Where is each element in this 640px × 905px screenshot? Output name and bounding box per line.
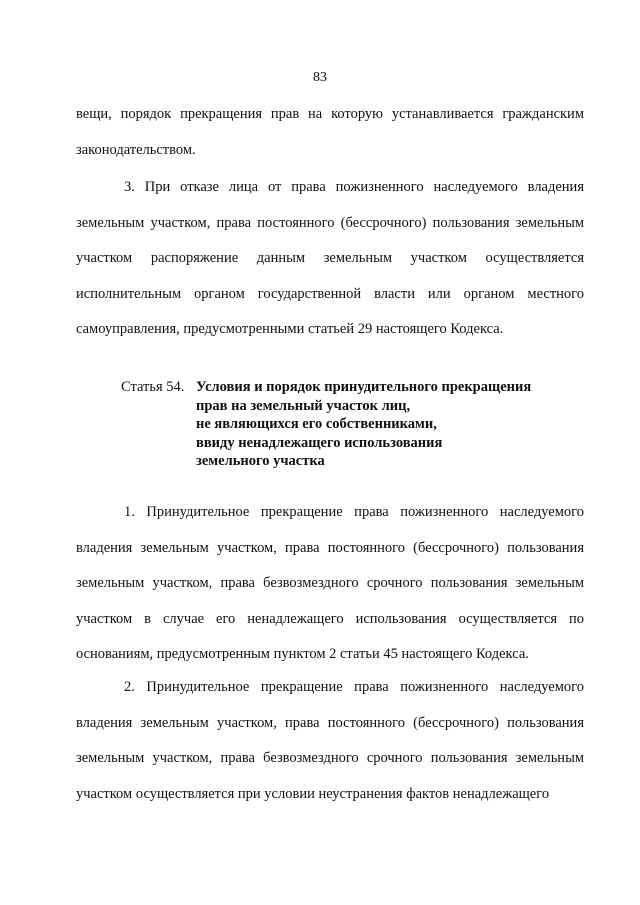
paragraph-1: 1. Принудительное прекращение права пожизненного наследуемого владения земельным участком, права постоянного (бессрочного) пользования земельным участком, права безвозмездного срочного пользования земельным участком в случае его ненадлежащего использования осуществляется по основаниям, предусмотренным пунктом 2 статьи 45 настоящего Кодекса. xyxy=(76,504,584,662)
page-number: 83 xyxy=(313,70,327,85)
paragraph-3: 3. При отказе лица от права пожизненного наследуемого владения земельным участком, права постоянного (бессрочного) пользования земельным участком распоряжение данным земельным участком осуществляется исполнительным органом государственной власти или органом местного самоуправления, предусмотренными статьей 29 настоящего Кодекса. xyxy=(76,179,584,337)
paragraph-2: 2. Принудительное прекращение права пожизненного наследуемого владения земельным участком, права постоянного (бессрочного) пользования земельным участком, права безвозмездного срочного пользования земельным участком осуществляется при условии неустранения фактов ненадлежащего xyxy=(76,679,584,802)
article-title-line: прав на земельный участок лиц, xyxy=(196,397,411,414)
continuation-paragraph: вещи, порядок прекращения прав на которую устанавливается гражданским законодательством. xyxy=(76,106,584,158)
article-title-line: Условия и порядок принудительного прекращения xyxy=(196,379,532,395)
article-title-line: ввиду ненадлежащего использования xyxy=(196,434,443,451)
article-title xyxy=(196,378,586,471)
article-number: Статья 54. xyxy=(121,379,185,395)
article-title-line: земельного участка xyxy=(196,453,325,469)
article-title-line: не являющихся его собственниками, xyxy=(196,416,437,432)
